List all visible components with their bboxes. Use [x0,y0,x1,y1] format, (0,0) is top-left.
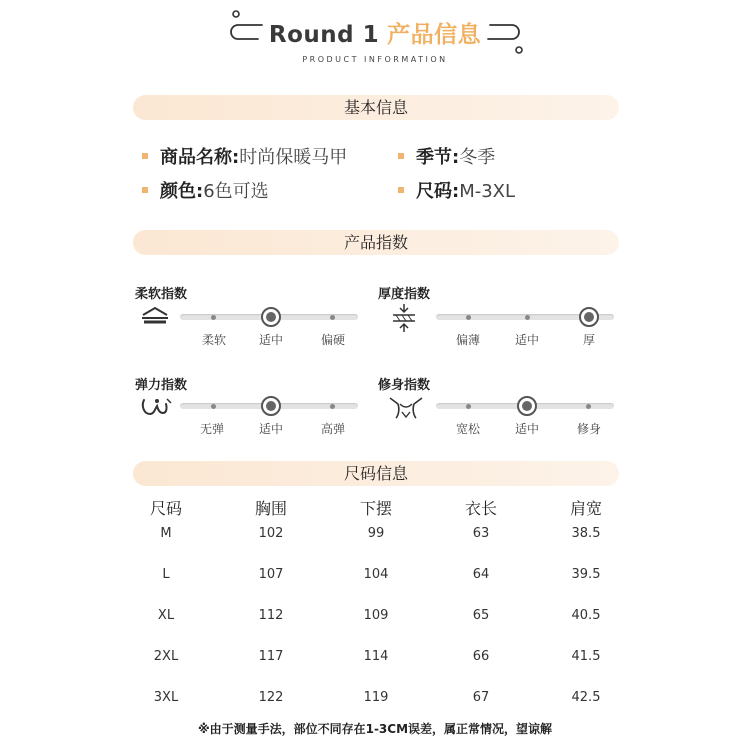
info-label: 商品名称: [160,147,240,168]
slider-dot [466,315,471,320]
info-value: 时尚保暖马甲 [239,147,348,168]
bullet-icon [142,153,148,159]
slider-selected-marker [261,396,281,416]
level-label: 适中 [258,422,283,436]
size-table-header: 尺码 [149,499,182,518]
table-cell: 104 [363,567,389,582]
table-cell: L [162,567,170,582]
level-label: 适中 [258,333,283,347]
size-table-header: 衣长 [464,499,497,518]
section-product-index: 产品指数 [133,230,619,255]
table-cell: M [160,526,172,541]
info-label: 季节: [416,147,460,168]
elasticity-icon [140,394,172,418]
section-size-info: 尺码信息 [133,461,619,486]
page-subtitle: PRODUCT INFORMATION [302,55,448,64]
info-value: 6色可选 [203,181,269,202]
fit-icon [388,392,424,420]
info-size [398,180,515,204]
header [0,0,750,80]
slider-dot [211,404,216,409]
info-value: M-3XL [459,181,516,202]
footnote: ※由于测量手法，部位不同存在1-3CM误差，属正常情况，望谅解 [197,722,553,736]
title-chinese: 产品信息 [387,22,482,48]
slider-selected-marker [579,307,599,327]
table-cell: XL [157,608,175,623]
table-cell: 107 [258,567,284,582]
table-cell: 122 [258,690,284,705]
size-table-header: 肩宽 [569,499,602,518]
table-cell: 40.5 [571,608,601,623]
index-title-thickness: 厚度指数 [378,287,431,302]
index-title-softness: 柔软指数 [135,287,188,302]
level-label: 偏硬 [320,333,345,347]
slider-dot [211,315,216,320]
table-cell: 119 [363,690,389,705]
level-label: 高弹 [320,422,345,436]
table-cell: 99 [367,526,385,541]
table-cell: 66 [472,649,490,664]
table-cell: 41.5 [571,649,601,664]
title-english: Round 1 [268,22,380,48]
bullet-icon [398,153,404,159]
slider-dot [586,404,591,409]
slider-dot [330,404,335,409]
slider-dot [525,315,530,320]
slider-selected-marker [517,396,537,416]
bullet-icon [142,187,148,193]
section-basic-info: 基本信息 [133,95,619,120]
table-cell: 64 [472,567,490,582]
table-cell: 63 [472,526,490,541]
table-cell: 65 [472,608,490,623]
size-table-header: 胸围 [254,499,287,518]
page-title [0,16,750,49]
level-label: 厚 [582,333,595,347]
slider-dot [466,404,471,409]
info-value: 冬季 [459,147,496,168]
index-title-elasticity: 弹力指数 [135,378,188,393]
table-cell: 67 [472,690,490,705]
info-season [398,146,495,170]
softness-icon [140,305,170,327]
table-cell: 117 [258,649,284,664]
info-label: 颜色: [160,181,204,202]
slider-selected-marker [261,307,281,327]
table-cell: 39.5 [571,567,601,582]
level-label: 适中 [514,422,539,436]
index-title-fit: 修身指数 [378,378,431,393]
table-cell: 114 [363,649,389,664]
table-cell: 38.5 [571,526,601,541]
table-cell: 109 [363,608,389,623]
table-cell: 102 [258,526,284,541]
table-cell: 2XL [153,649,179,664]
info-label: 尺码: [416,181,460,202]
thickness-icon [390,302,418,334]
level-label: 宽松 [455,422,480,436]
level-label: 修身 [576,422,601,436]
table-cell: 112 [258,608,284,623]
level-label: 柔软 [201,333,226,347]
size-table-header: 下摆 [359,499,392,518]
level-label: 偏薄 [455,333,480,347]
level-label: 适中 [514,333,539,347]
bullet-icon [398,187,404,193]
slider-dot [330,315,335,320]
level-label: 无弹 [199,422,224,436]
table-cell: 42.5 [571,690,601,705]
info-product-name [142,146,347,170]
table-cell: 3XL [153,690,179,705]
info-color [142,180,269,204]
